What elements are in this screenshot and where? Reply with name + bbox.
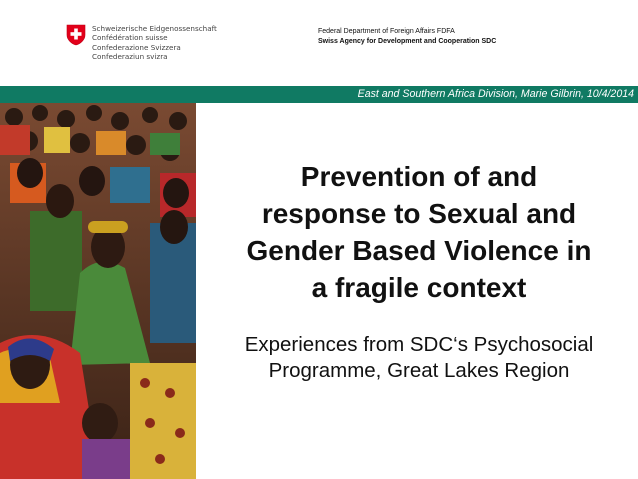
slide-title-line: Prevention of and (300, 161, 538, 192)
confederation-name-it: Confederazione Svizzera (92, 42, 181, 52)
confederation-name-fr: Confédération suisse (92, 33, 168, 43)
slide-subtitle-line: Programme, Great Lakes Region (268, 359, 570, 382)
slide-title-line: response to Sexual and (261, 198, 577, 229)
crowd-photo (0, 103, 196, 479)
slide-title-line: a fragile context (311, 272, 527, 303)
slide-subtitle-line: Experiences from SDC‘s Psychosocial (244, 333, 594, 356)
agency-name: Swiss Agency for Development and Cooperation SDC (318, 38, 497, 45)
confederation-names (92, 24, 217, 62)
slide-title (200, 158, 638, 306)
confederation-name-de: Schweizerische Eidgenossenschaft (92, 24, 217, 33)
slide-subtitle (200, 332, 638, 384)
department-block (318, 27, 496, 47)
division-band (0, 86, 638, 103)
slide-title-line: Gender Based Violence in (246, 235, 592, 266)
swiss-coat-of-arms-icon (66, 24, 86, 46)
confederation-name-rm: Confederaziun svizra (92, 52, 168, 62)
division-band-text: East and Southern Africa Division, Marie Gilbrin, 10/4/2014 (357, 88, 634, 100)
department-name: Federal Department of Foreign Affairs FDFA (318, 28, 455, 35)
